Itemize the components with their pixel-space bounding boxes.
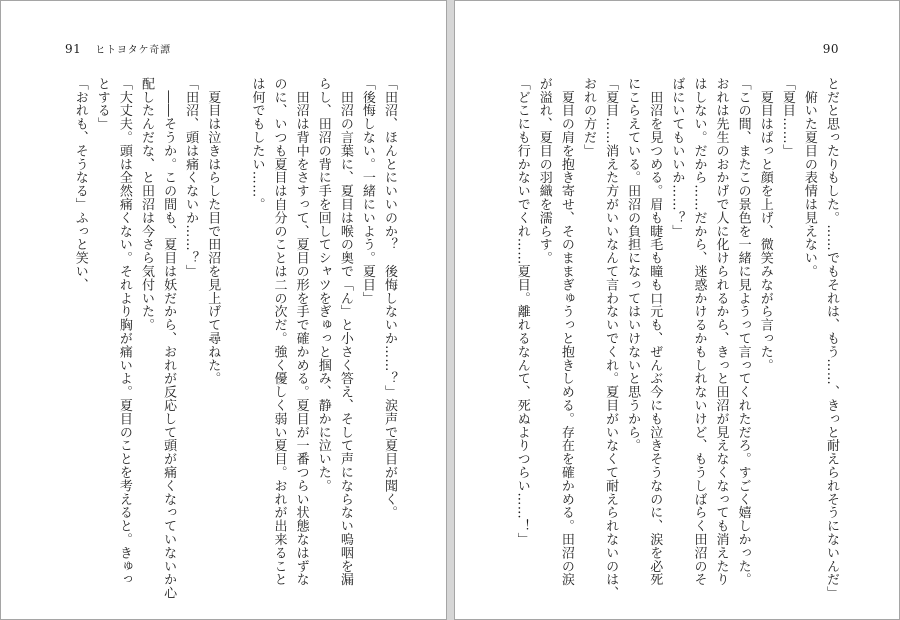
running-title: ヒトヨタケ奇譚 xyxy=(95,45,171,56)
text-line: 「どこにも行かないでくれ……夏目。離れるなんて、死ぬよりつらい……！」 xyxy=(514,77,530,546)
right-page xyxy=(454,0,900,620)
text-line: 田沼の言葉に、夏目は喉の奥で「ん」と小さく答え、そして声にならない嗚咽を漏 xyxy=(337,77,353,587)
text-line: とする」 xyxy=(94,77,110,131)
right-page-header xyxy=(823,41,839,56)
text-line: 夏目は泣きはらした目で田沼を見上げて尋ねた。 xyxy=(205,77,221,386)
text-line: 「夏目……」 xyxy=(779,77,795,158)
left-page-header xyxy=(65,41,171,58)
text-line: 配したんだな、と田沼は今さら気付いた。 xyxy=(138,77,154,332)
text-line: 「田沼、頭は痛くないか……？」 xyxy=(183,77,199,278)
text-line: らし、田沼の背に手を回してシャツをぎゅっと掴み、静かに泣いた。 xyxy=(315,77,331,493)
page-number: 90 xyxy=(822,42,839,56)
text-line: 俯いた夏目の表情は見えない。 xyxy=(801,77,817,278)
text-line: 「後悔しない。一緒にいよう。夏目」 xyxy=(359,77,375,305)
scene-break xyxy=(223,77,245,607)
text-line: 「大丈夫。頭は全然痛くない。それより胸が痛いよ。夏目のことを考えると。きゅっ xyxy=(116,77,132,587)
page-number: 91 xyxy=(65,42,82,56)
text-line: が溢れ、夏目の羽織を濡らす。 xyxy=(536,77,552,265)
text-line: 夏目の肩を抱き寄せ、そのままぎゅうっと抱きしめる。存在を確かめる。田沼の涙 xyxy=(558,77,574,587)
text-line: のに、いつも夏目は自分のことは二の次だ。強く優しく弱い夏目。おれが出来ること xyxy=(271,77,287,587)
text-line: おれの方だ」 xyxy=(580,77,596,158)
text-line: 田沼を見つめる。眉も睫毛も瞳も口元も、ぜんぶ今にも泣きそうなのに、涙を必死 xyxy=(647,77,663,587)
text-line: とだと思ったりもした。……でもそれは、もう……、きっと耐えられそうにないんだ」 xyxy=(824,77,839,600)
text-line: おれは先生のおかげで人に化けられるから、きっと田沼が見えなくなっても消えたり xyxy=(713,77,729,587)
text-line: はしない。だから……だから、迷惑かけるかもしれないけど、もうしばらく田沼のそ xyxy=(691,77,707,587)
text-line: 「おれも、そうなる」ふっと笑い、 xyxy=(72,77,88,292)
text-line: ばにいてもいいか……？」 xyxy=(669,77,685,238)
text-line: 夏目はぱっと顔を上げ、微笑みながら言った。 xyxy=(757,77,773,372)
text-line: 田沼は背中をさすって、夏目の形を手で確かめる。夏目が一番つらい状態なはずな xyxy=(293,77,309,587)
text-line: にこらえている。田沼の負担になってはいけないと思うから。 xyxy=(625,77,641,453)
page-gutter xyxy=(447,0,454,620)
left-page xyxy=(0,0,447,620)
text-line: 「この間、またこの景色を一緒に見ようって言ってくれただろ。すごく嬉しかった。 xyxy=(735,77,751,587)
text-line: 「田沼、ほんとにいいのか？ 後悔しないか……？」涙声で夏目が聞く。 xyxy=(382,77,397,520)
right-page-text xyxy=(509,77,842,607)
text-line: は何でもしたい……。 xyxy=(249,77,265,211)
left-page-text xyxy=(67,77,400,607)
text-line: ――そうか。この間も、夏目は妖だから、おれが反応して頭が痛くなっていないか心 xyxy=(161,77,177,600)
text-line: 「夏目……消えた方がいいなんて言わないでくれ。夏目がいなくて耐えられないのは、 xyxy=(603,77,619,600)
